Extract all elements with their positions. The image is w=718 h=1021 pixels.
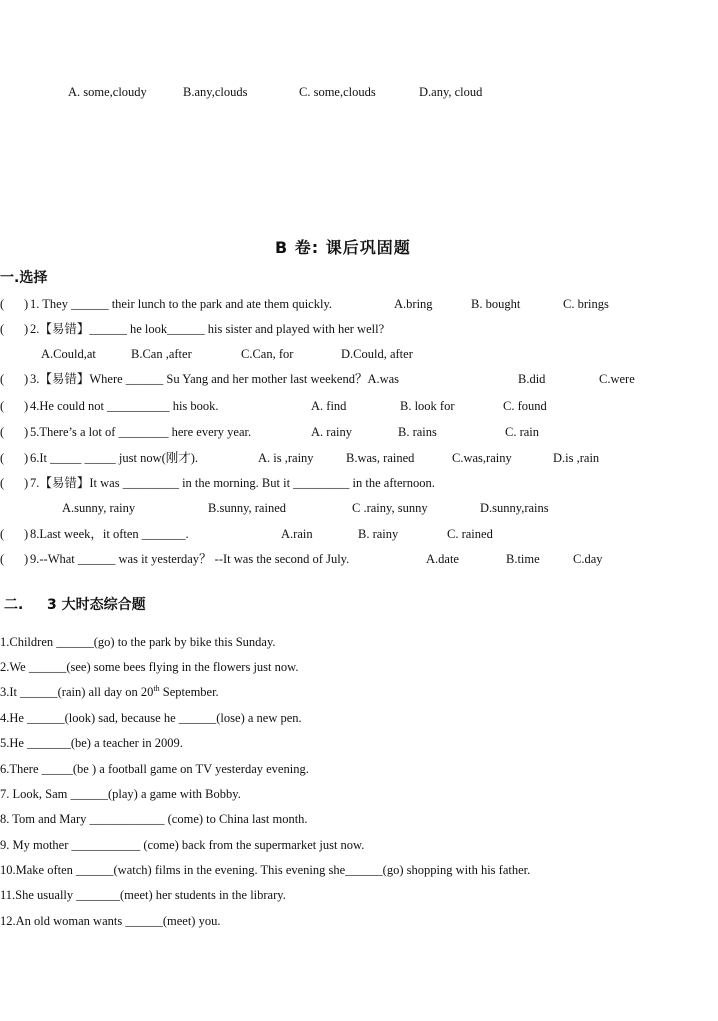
question-2-option-c: C.Can, for xyxy=(241,347,294,361)
question-8-option-a: A.rain xyxy=(281,527,313,541)
answer-paren-close: ) xyxy=(24,399,29,413)
fill-item-7: 7. Look, Sam ______(play) a game with Bobby. xyxy=(0,787,241,801)
answer-paren-close: ) xyxy=(24,476,29,490)
answer-paren-close: ) xyxy=(24,297,29,311)
question-6-option-d: D.is ,rain xyxy=(553,451,600,465)
fill-item-1: 1.Children ______(go) to the park by bike this Sunday. xyxy=(0,635,276,649)
fill-item-8: 8. Tom and Mary ____________ (come) to China last month. xyxy=(0,812,308,826)
fill-item-3 xyxy=(0,684,219,700)
top-option-d: D.any, cloud xyxy=(419,85,483,99)
question-2-text: 2.【易错】______ he look______ his sister and played with her well? xyxy=(30,322,385,336)
section1-heading: 一.选择 xyxy=(0,270,48,286)
top-option-b: B.any,clouds xyxy=(183,85,248,99)
question-7-text: 7.【易错】It was _________ in the morning. But it _________ in the afternoon. xyxy=(30,476,435,490)
question-5-text: 5.There’s a lot of ________ here every year. xyxy=(30,425,252,439)
question-1-option-c: C. brings xyxy=(563,297,609,311)
question-2-option-d: D.Could, after xyxy=(341,347,413,361)
question-9-option-b: B.time xyxy=(506,552,540,566)
top-option-c: C. some,clouds xyxy=(299,85,376,99)
fill-item-5: 5.He _______(be) a teacher in 2009. xyxy=(0,736,183,750)
answer-paren-open: ( xyxy=(0,476,5,490)
question-6-text: 6.It _____ _____ just now(刚才). xyxy=(30,451,199,465)
question-6-option-a: A. is ,rainy xyxy=(258,451,314,465)
answer-paren-close: ) xyxy=(24,372,29,386)
question-8-text: 8.Last week，it often _______. xyxy=(30,527,189,541)
question-5-option-c: C. rain xyxy=(505,425,540,439)
question-4-option-c: C. found xyxy=(503,399,547,413)
question-5-option-a: A. rainy xyxy=(311,425,352,439)
question-3-option-c: C.were xyxy=(599,372,635,386)
answer-paren-open: ( xyxy=(0,425,5,439)
question-7-option-c: C .rainy, sunny xyxy=(352,501,428,515)
fill-item-3-tail: September. xyxy=(159,685,219,699)
question-5-option-b: B. rains xyxy=(398,425,437,439)
question-8-option-b: B. rainy xyxy=(358,527,399,541)
answer-paren-close: ) xyxy=(24,451,29,465)
answer-paren-open: ( xyxy=(0,451,5,465)
answer-paren-open: ( xyxy=(0,372,5,386)
answer-paren-open: ( xyxy=(0,297,5,311)
question-1-text: 1. They ______ their lunch to the park and ate them quickly. xyxy=(30,297,333,311)
question-6-option-c: C.was,rainy xyxy=(452,451,512,465)
answer-paren-open: ( xyxy=(0,552,5,566)
fill-item-6: 6.There _____(be ) a football game on TV yesterday evening. xyxy=(0,762,309,776)
question-2-option-b: B.Can ,after xyxy=(131,347,192,361)
fill-item-2: 2.We ______(see) some bees flying in the flowers just now. xyxy=(0,660,299,674)
fill-item-11: 11.She usually _______(meet) her students in the library. xyxy=(0,888,286,902)
page-title: B 卷: 课后巩固题 xyxy=(275,238,411,257)
answer-paren-open: ( xyxy=(0,399,5,413)
fill-item-3-sup: th xyxy=(153,683,160,693)
answer-paren-close: ) xyxy=(24,552,29,566)
question-7-option-b: B.sunny, rained xyxy=(208,501,286,515)
question-4-text: 4.He could not __________ his book. xyxy=(30,399,219,413)
section2-heading-number: 二. xyxy=(4,597,24,613)
fill-item-4: 4.He ______(look) sad, because he ______(lose) a new pen. xyxy=(0,711,302,725)
question-2-option-a: A.Could,at xyxy=(41,347,96,361)
answer-paren-close: ) xyxy=(24,425,29,439)
question-1-option-a: A.bring xyxy=(394,297,433,311)
question-4-option-a: A. find xyxy=(311,399,347,413)
question-7-option-d: D.sunny,rains xyxy=(480,501,549,515)
top-option-a: A. some,cloudy xyxy=(68,85,147,99)
question-3-option-b: B.did xyxy=(518,372,546,386)
answer-paren-open: ( xyxy=(0,527,5,541)
section2-heading-text: 3 大时态综合题 xyxy=(47,597,146,613)
question-7-option-a: A.sunny, rainy xyxy=(62,501,136,515)
question-6-option-b: B.was, rained xyxy=(346,451,415,465)
question-9-option-c: C.day xyxy=(573,552,603,566)
question-4-option-b: B. look for xyxy=(400,399,455,413)
answer-paren-close: ) xyxy=(24,322,29,336)
question-9-option-a: A.date xyxy=(426,552,459,566)
fill-item-10: 10.Make often ______(watch) films in the evening. This evening she______(go) shopping with his father. xyxy=(0,863,531,877)
question-3-text: 3.【易错】Where ______ Su Yang and her mother last weekend？A.was xyxy=(30,372,400,386)
answer-paren-open: ( xyxy=(0,322,5,336)
question-9-text: 9.--What ______ was it yesterday？ --It was the second of July. xyxy=(30,552,350,566)
fill-item-3-text: 3.It ______(rain) all day on 20 xyxy=(0,685,154,699)
fill-item-9: 9. My mother ___________ (come) back from the supermarket just now. xyxy=(0,838,365,852)
question-8-option-c: C. rained xyxy=(447,527,493,541)
fill-item-12: 12.An old woman wants ______(meet) you. xyxy=(0,914,221,928)
answer-paren-close: ) xyxy=(24,527,29,541)
question-1-option-b: B. bought xyxy=(471,297,521,311)
